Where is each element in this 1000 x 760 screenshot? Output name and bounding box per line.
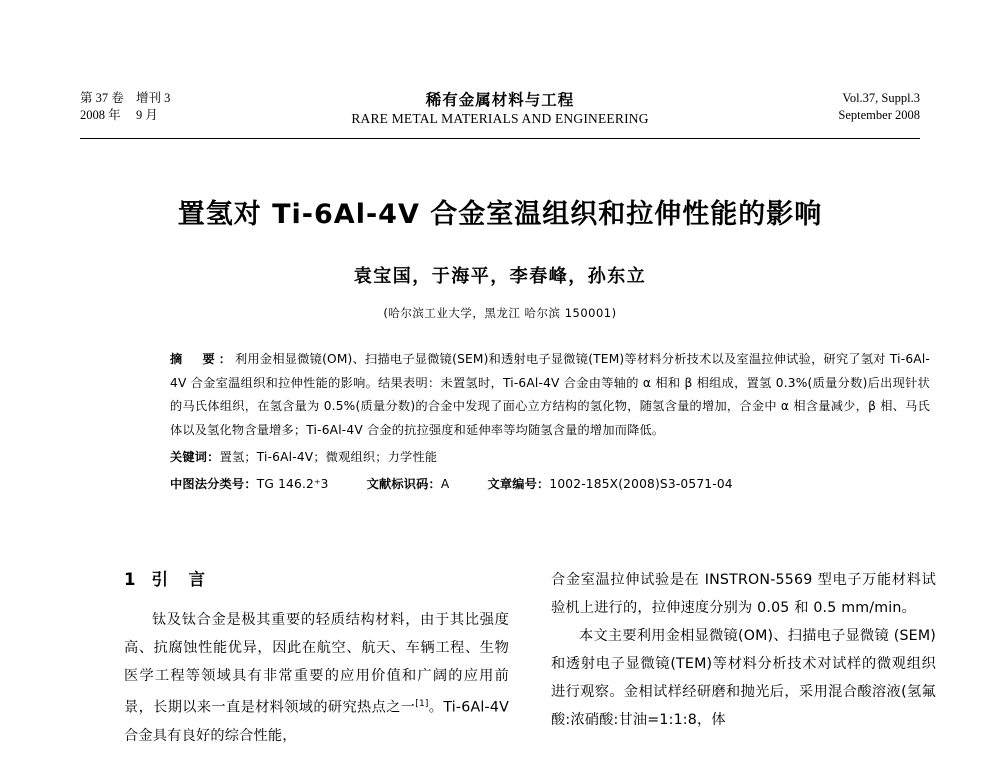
keywords-label: 关键词：	[170, 450, 220, 464]
abstract-paragraph	[170, 348, 930, 442]
journal-date-en: September 2008	[838, 108, 920, 122]
body-columns	[124, 566, 936, 750]
section-number: 1	[124, 570, 138, 589]
article-id-value: 1002-185X(2008)S3-0571-04	[549, 476, 733, 491]
author-list: 袁宝国，于海平，李春峰，孙东立	[353, 266, 647, 287]
abstract-block	[170, 348, 930, 496]
clc-segment	[170, 473, 329, 497]
paper-sheet	[62, 0, 938, 760]
doc-code-segment	[367, 473, 450, 497]
journal-title-en: RARE METAL MATERIALS AND ENGINEERING	[351, 111, 649, 126]
paragraph-left-1-text: 钛及钛合金是极其重要的轻质结构材料，由于其比强度高、抗腐蚀性能优异，因此在航空、航天、车辆工程、生物医学工程等领域具有非常重要的应用价值和广阔的应用前景，长期以来一直是材料领域的研究热点之一	[124, 612, 509, 716]
section-title: 引 言	[151, 570, 207, 589]
running-head	[80, 90, 920, 136]
supplement-number: 增刊 3	[136, 91, 171, 105]
column-right	[551, 566, 936, 750]
clc-label: 中图法分类号：	[170, 476, 257, 491]
paragraph-left-1-tail: 。Ti-6Al-4V 合金具有良好的综合性能，	[124, 699, 509, 744]
abstract-label: 摘 要：	[170, 352, 235, 366]
keywords-text: 置氢；Ti-6Al-4V；微观组织；力学性能	[219, 450, 438, 464]
keywords-line	[170, 446, 930, 470]
journal-title	[80, 88, 920, 127]
header-divider	[80, 138, 920, 139]
doc-code-value: A	[440, 476, 450, 491]
citation-ref: [1]	[415, 699, 429, 709]
abstract-text: 利用金相显微镜(OM)、扫描电子显微镜(SEM)和透射电子显微镜(TEM)等材料分析技术以及室温拉伸试验，研究了氢对 Ti-6Al-4V 合金室温组织和拉伸性能的影响。结果表明：未置氢时，Ti-6Al-4V 合金由等轴的 α 相和 β 相组成，置氢 0.3%(质量分数)后出现针状的马氏体组织，在氢含量为 0.5%(质量分数)的合金中发现了面心立方结构的氢化物，随氢含量的增加，合金中 α 相含量减少，β 相、马氏体以及氢化物含量增多；Ti-6Al-4V 合金的抗拉强度和延伸率等均随氢含量的增加而降低。	[170, 352, 930, 437]
journal-volume-en: Vol.37, Suppl.3	[842, 91, 920, 105]
paragraph-right-1: 合金室温拉伸试验是在 INSTRON-5569 型电子万能材料试验机上进行的，拉伸速度分别为 0.05 和 0.5 mm/min。	[551, 572, 936, 616]
journal-title-cn: 稀有金属材料与工程	[425, 91, 575, 109]
month: 9 月	[136, 108, 158, 122]
paragraph-right-2: 本文主要利用金相显微镜(OM)、扫描电子显微镜 (SEM)和透射电子显微镜(TEM)等材料分析技术对试样的微观组织进行观察。金相试样经研磨和抛光后，采用混合酸溶液(氢氟酸:浓硝酸:甘油=1:1:8，体	[551, 628, 936, 728]
year: 2008 年	[80, 108, 121, 122]
clc-value: TG 146.2⁺3	[256, 476, 329, 491]
article-id-segment	[487, 473, 732, 497]
classification-line	[170, 473, 930, 497]
page-title: 置氢对 Ti-6Al-4V 合金室温组织和拉伸性能的影响	[177, 199, 823, 230]
doc-code-label: 文献标识码：	[366, 476, 441, 491]
volume-number: 第 37 卷	[80, 91, 124, 105]
journal-issue-info	[838, 90, 920, 124]
section-heading-1	[124, 566, 509, 590]
article-id-label: 文章编号：	[487, 476, 550, 491]
paragraph-left-1	[124, 606, 509, 750]
affiliation: (哈尔滨工业大学，黑龙江 哈尔滨 150001)	[383, 306, 617, 320]
column-left	[124, 566, 509, 750]
